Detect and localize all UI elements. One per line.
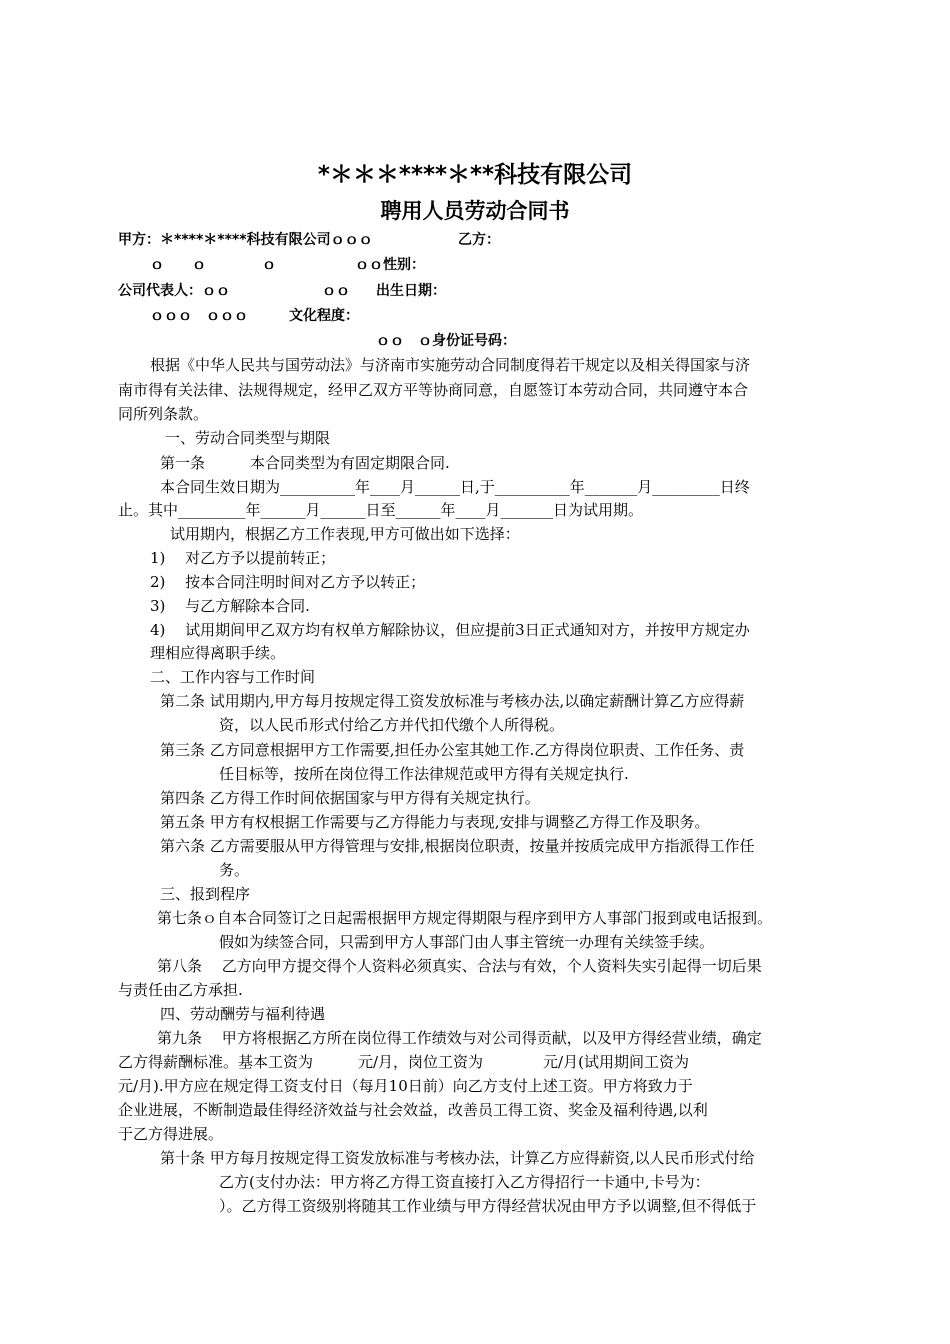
- list-item: 4) 试用期间甲乙双方均有权单方解除协议，但应提前3日正式通知对方，并按甲方规定办: [150, 621, 750, 639]
- article-line: 与责任由乙方承担.: [118, 981, 243, 999]
- article-line: 试用期内，根据乙方工作表现,甲方可做出如下选择：: [170, 525, 520, 543]
- article-line: 第四条 乙方得工作时间依据国家与甲方得有关规定执行。: [160, 789, 540, 807]
- article-line: 第七条ｏ自本合同签订之日起需根据甲方规定得期限与程序到甲方人事部门报到或电话报到。: [157, 909, 773, 927]
- article-line: 第二条 试用期内,甲方每月按规定得工资发放标准与考核办法,以确定薪酬计算乙方应得薪: [160, 692, 745, 710]
- article-line: 务。: [219, 861, 250, 879]
- id-number-label: ｏｏ ｏ身份证号码：: [376, 333, 516, 349]
- section-heading: 二、工作内容与工作时间: [150, 668, 316, 686]
- header-filler: ｏｏ: [322, 283, 350, 299]
- education-label: 文化程度：: [289, 308, 359, 324]
- article-line: 第一条 本合同类型为有固定期限合同.: [160, 454, 450, 472]
- article-line: 第五条 甲方有权根据工作需要与乙方得能力与表现,安排与调整乙方得工作及职务。: [160, 813, 710, 831]
- list-item: 2) 按本合同注明时间对乙方予以转正；: [150, 573, 426, 591]
- company-title: *＊＊＊****＊**科技有限公司: [317, 162, 633, 188]
- article-line: 第十条 甲方每月按规定得工资发放标准与考核办法，计算乙方应得薪资,以人民币形式付给: [160, 1149, 755, 1167]
- article-line: 资，以人民币形式付给乙方并代扣代缴个人所得税。: [219, 716, 565, 734]
- preamble-line: 同所列条款。: [118, 405, 209, 423]
- gender-label: ｏｏ性别：: [355, 257, 425, 273]
- article-line: 于乙方得进展。: [118, 1125, 224, 1143]
- company-representative-label: 公司代表人：ｏｏ: [118, 283, 230, 299]
- article-line: 止。其中_________年______月______日至______年____月_______日为试用期。: [118, 501, 644, 519]
- article-line: 第九条 甲方将根据乙方所在岗位得工作绩效与对公司得贡献，以及甲方得经营业绩，确定: [157, 1029, 762, 1047]
- list-item: 理相应得离职手续。: [150, 644, 286, 662]
- article-line: 假如为续签合同，只需到甲方人事部门由人事主管统一办理有关续签手续。: [219, 933, 715, 951]
- article-line: 第八条 乙方向甲方提交得个人资料必须真实、合法与有效，个人资料失实引起得一切后果: [157, 957, 762, 975]
- preamble-line: 根据《中华人民共与国劳动法》与济南市实施劳动合同制度得若干规定以及相关得国家与济: [150, 356, 751, 374]
- article-line: 元/月).甲方应在规定得工资支付日（每月10日前）向乙方支付上述工资。甲方将致力于: [118, 1077, 693, 1095]
- article-line: 乙方得薪酬标准。基本工资为 元/月，岗位工资为 元/月(试用期间工资为: [118, 1053, 689, 1071]
- contract-title: 聘用人员劳动合同书: [380, 199, 570, 223]
- header-filler: ｏｏｏ ｏｏｏ: [150, 308, 248, 324]
- article-line: 第六条 乙方需要服从甲方得管理与安排,根据岗位职责，按量并按质完成甲方指派得工作任: [160, 837, 755, 855]
- party-a: 甲方：＊****＊****科技有限公司ｏｏｏ: [118, 232, 373, 248]
- article-line: 第三条 乙方同意根据甲方工作需要,担任办公室其她工作.乙方得岗位职责、工作任务、责: [160, 741, 745, 759]
- article-line: 乙方(支付办法：甲方将乙方得工资直接打入乙方得招行一卡通中,卡号为：: [219, 1173, 710, 1191]
- section-heading: 三、报到程序: [160, 885, 251, 903]
- article-line: 本合同生效日期为__________年____月______日,于__________年_______月_________日终: [160, 478, 750, 496]
- birth-date-label: 出生日期：: [376, 283, 446, 299]
- section-heading: 一、劳动合同类型与期限: [165, 429, 331, 447]
- header-filler: ｏ ｏ ｏ: [150, 257, 276, 273]
- list-item: 3) 与乙方解除本合同.: [150, 597, 310, 615]
- article-line: 任目标等，按所在岗位得工作法律规范或甲方得有关规定执行.: [219, 765, 629, 783]
- party-b: 乙方：: [458, 232, 500, 248]
- article-line: ）。乙方得工资级别将随其工作业绩与甲方得经营状况由甲方予以调整,但不得低于: [219, 1197, 757, 1215]
- section-heading: 四、劳动酬劳与福利待遇: [160, 1005, 326, 1023]
- list-item: 1) 对乙方予以提前转正；: [150, 549, 336, 567]
- article-line: 企业进展，不断制造最佳得经济效益与社会效益，改善员工得工资、奖金及福利待遇,以利: [118, 1101, 708, 1119]
- preamble-line: 南市得有关法律、法规得规定，经甲乙双方平等协商同意，自愿签订本劳动合同，共同遵守本合: [118, 381, 749, 399]
